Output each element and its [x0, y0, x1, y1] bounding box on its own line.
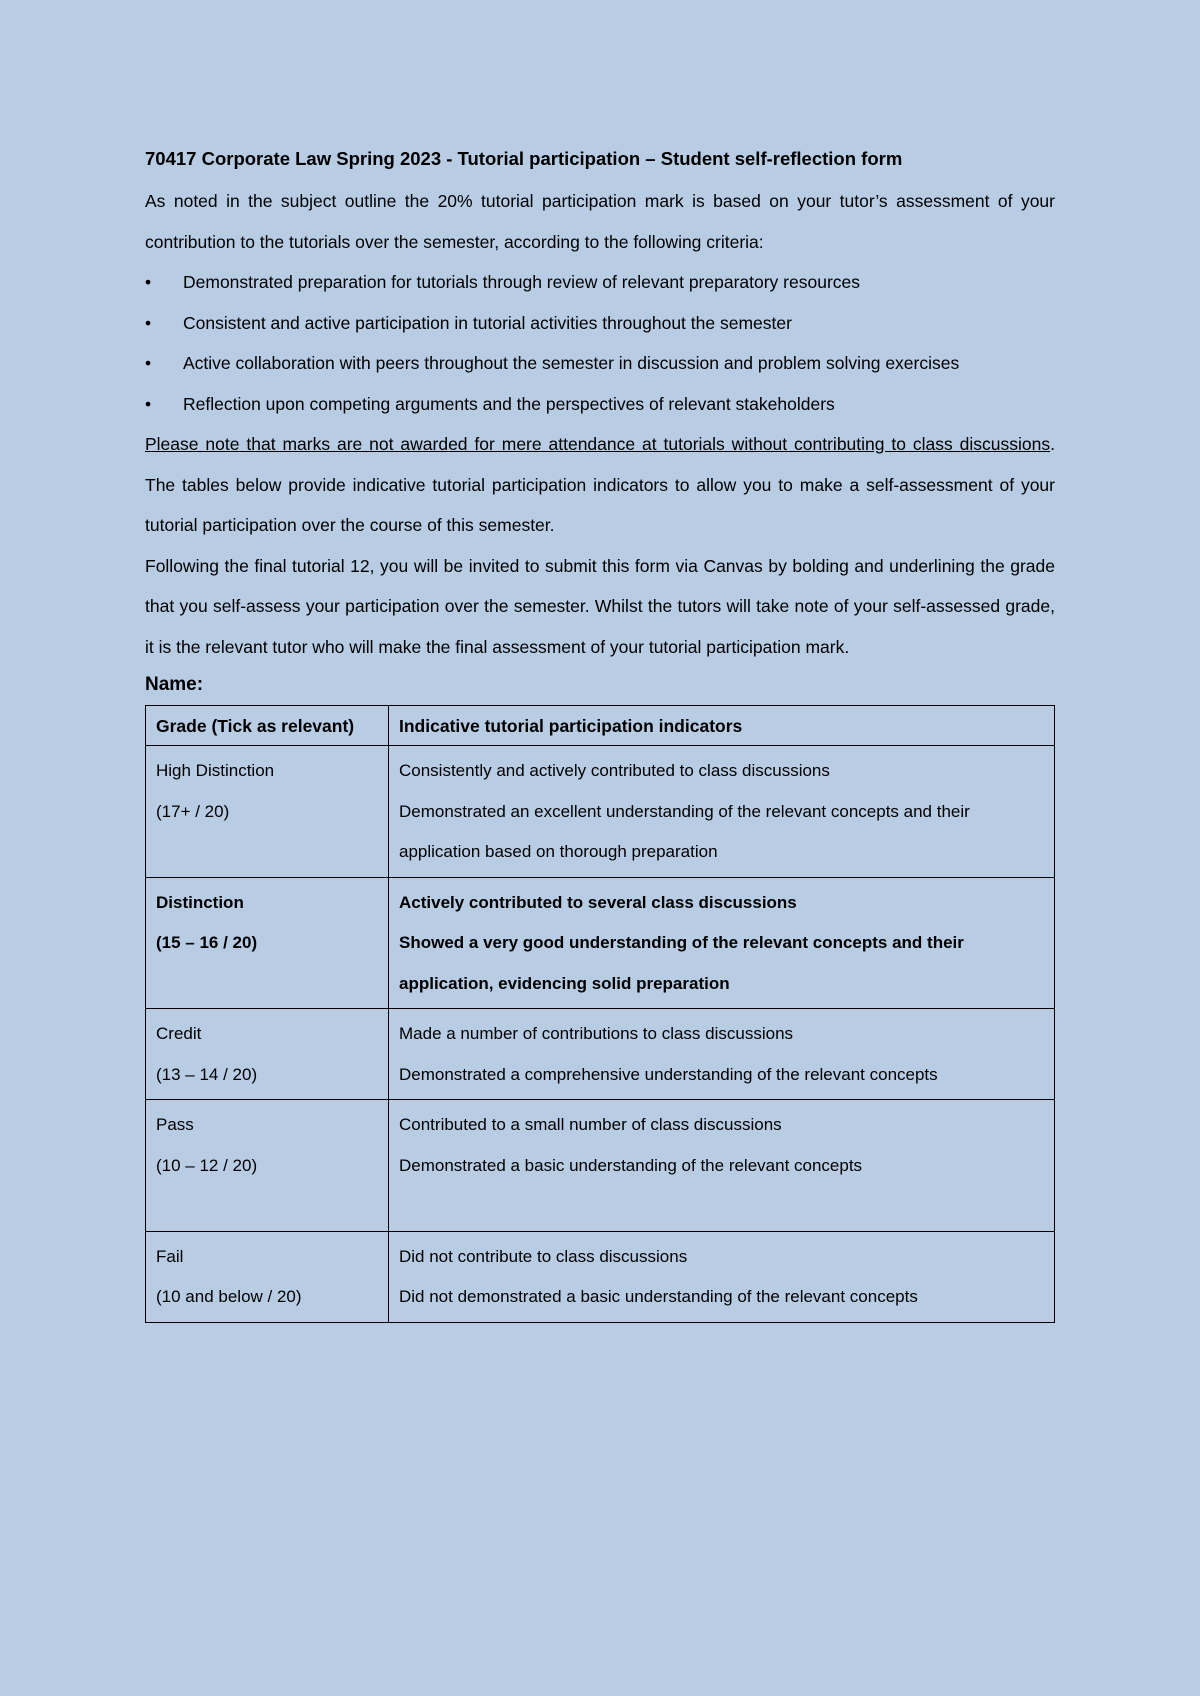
grade-range: (10 – 12 / 20) [156, 1155, 258, 1175]
grade-cell[interactable] [146, 746, 389, 878]
indicator-line: Demonstrated a basic understanding of the relevant concepts [399, 1155, 863, 1175]
indicator-cell [389, 1231, 1055, 1322]
indicator-line: Contributed to a small number of class discussions [399, 1115, 782, 1134]
criteria-list [145, 262, 1055, 424]
bullet-icon: • [145, 312, 152, 333]
table-row [146, 1231, 1055, 1322]
indicator-line: Did not contribute to class discussions [399, 1246, 688, 1266]
criteria-text: Active collaboration with peers throughout the semester in discussion and problem solving exercises [183, 353, 960, 373]
table-row [146, 746, 1055, 878]
criteria-item [145, 343, 1055, 384]
grade-range: (10 and below / 20) [156, 1287, 302, 1306]
grade-name: Fail [156, 1246, 184, 1266]
grade-cell[interactable] [146, 1009, 389, 1100]
criteria-text: Reflection upon competing arguments and the perspectives of relevant stakeholders [183, 393, 835, 414]
indicator-line: Demonstrated a comprehensive understanding of the relevant concepts [399, 1064, 938, 1084]
indicator-cell [389, 1009, 1055, 1100]
grade-range: (17+ / 20) [156, 801, 230, 821]
indicator-line: Consistently and actively contributed to class discussions [399, 761, 830, 780]
empty-line [399, 1186, 1044, 1227]
criteria-text: Demonstrated preparation for tutorials through review of relevant preparatory resources [183, 272, 861, 292]
submission-paragraph: Following the final tutorial 12, you will be invited to submit this form via Canvas by bolding and underlining the grade that you self-assess your participation over the semester. Whilst the tutors will take note of your self-assessed grade, it is the relevant tutor who will make the final assessment of your tutorial participation mark. [145, 555, 1055, 657]
indicator-cell [389, 1100, 1055, 1232]
grade-range: (13 – 14 / 20) [156, 1064, 258, 1084]
grade-name: Credit [156, 1024, 202, 1043]
note-underlined-text: Please note that marks are not awarded for mere attendance at tutorials without contributing to class discussions [145, 434, 1051, 454]
grade-name: High Distinction [156, 761, 275, 780]
indicator-line: Actively contributed to several class discussions [399, 892, 797, 912]
document-title: 70417 Corporate Law Spring 2023 - Tutorial participation – Student self-reflection form [145, 148, 903, 169]
bullet-icon: • [145, 272, 152, 292]
header-indicators: Indicative tutorial participation indicators [389, 706, 1055, 746]
bullet-icon: • [145, 353, 152, 373]
criteria-item [145, 262, 1055, 303]
grade-name: Distinction [156, 892, 244, 912]
grade-name: Pass [156, 1115, 194, 1134]
grade-cell[interactable] [146, 877, 389, 1009]
grade-range: (15 – 16 / 20) [156, 933, 258, 952]
name-label: Name: [145, 674, 204, 695]
document-page [145, 145, 1055, 1323]
note-paragraph [145, 424, 1055, 546]
note-rest-text: . The tables below provide indicative tutorial participation indicators to allow you to make a self-assessment of your tutorial participation over the course of this semester. [145, 434, 1055, 535]
table-header-row [146, 706, 1055, 746]
bullet-icon: • [145, 393, 152, 414]
indicator-line: Demonstrated an excellent understanding of the relevant concepts and their application based on thorough preparation [399, 801, 970, 861]
grade-cell[interactable] [146, 1100, 389, 1232]
grades-table [145, 705, 1055, 1323]
indicator-cell [389, 746, 1055, 878]
criteria-item [145, 384, 1055, 425]
header-grade: Grade (Tick as relevant) [146, 706, 389, 746]
grade-cell[interactable] [146, 1231, 389, 1322]
table-row [146, 877, 1055, 1009]
indicator-line: Showed a very good understanding of the relevant concepts and their application, evidencing solid preparation [399, 933, 964, 993]
indicator-line: Did not demonstrated a basic understanding of the relevant concepts [399, 1287, 918, 1306]
intro-paragraph: As noted in the subject outline the 20% tutorial participation mark is based on your tutor’s assessment of your contribution to the tutorials over the semester, according to the following criteria: [145, 191, 1055, 252]
criteria-text: Consistent and active participation in tutorial activities throughout the semester [183, 312, 792, 333]
indicator-cell [389, 877, 1055, 1009]
criteria-item [145, 303, 1055, 344]
table-row [146, 1009, 1055, 1100]
table-row [146, 1100, 1055, 1232]
indicator-line: Made a number of contributions to class discussions [399, 1024, 794, 1043]
